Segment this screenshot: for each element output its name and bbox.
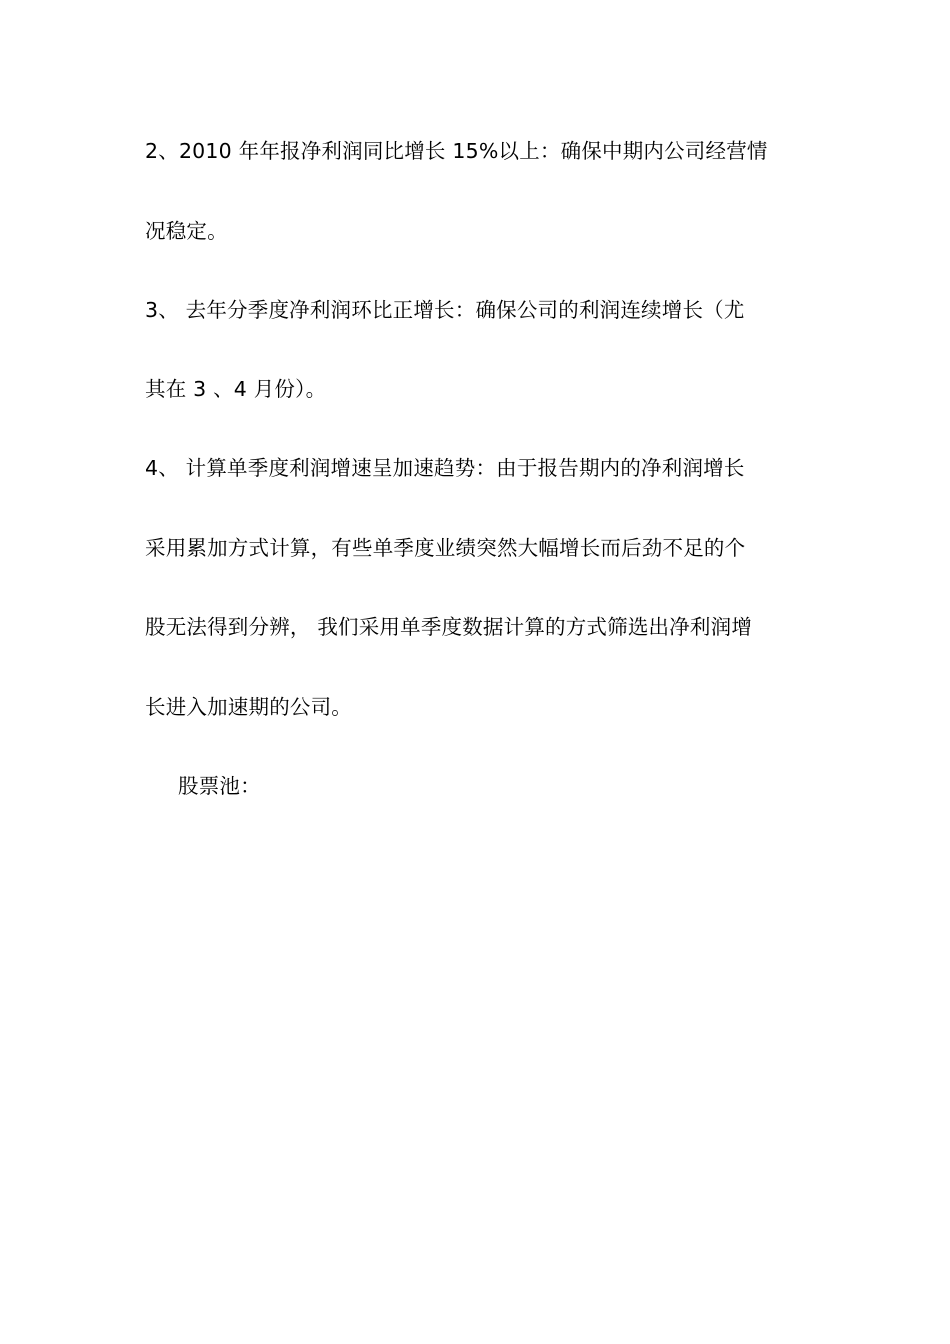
- paragraph-4-line-4: 长进入加速期的公司。: [145, 695, 352, 719]
- paragraph-3-line-2: 其在 3 、4 月份）。: [145, 377, 327, 401]
- paragraph-4-line-3: 股无法得到分辨， 我们采用单季度数据计算的方式筛选出净利润增: [145, 615, 753, 639]
- paragraph-3-line-1: 3、 去年分季度净利润环比正增长：确保公司的利润连续增长（尤: [145, 298, 745, 322]
- paragraph-2-line-1: 2、2010 年年报净利润同比增长 15%以上：确保中期内公司经营情: [145, 139, 768, 163]
- stock-pool-heading: 股票池：: [178, 774, 261, 798]
- paragraph-4-line-2: 采用累加方式计算，有些单季度业绩突然大幅增长而后劲不足的个: [145, 536, 746, 560]
- paragraph-4-line-1: 4、 计算单季度利润增速呈加速趋势：由于报告期内的净利润增长: [145, 456, 745, 480]
- paragraph-2-line-2: 况稳定。: [145, 219, 228, 243]
